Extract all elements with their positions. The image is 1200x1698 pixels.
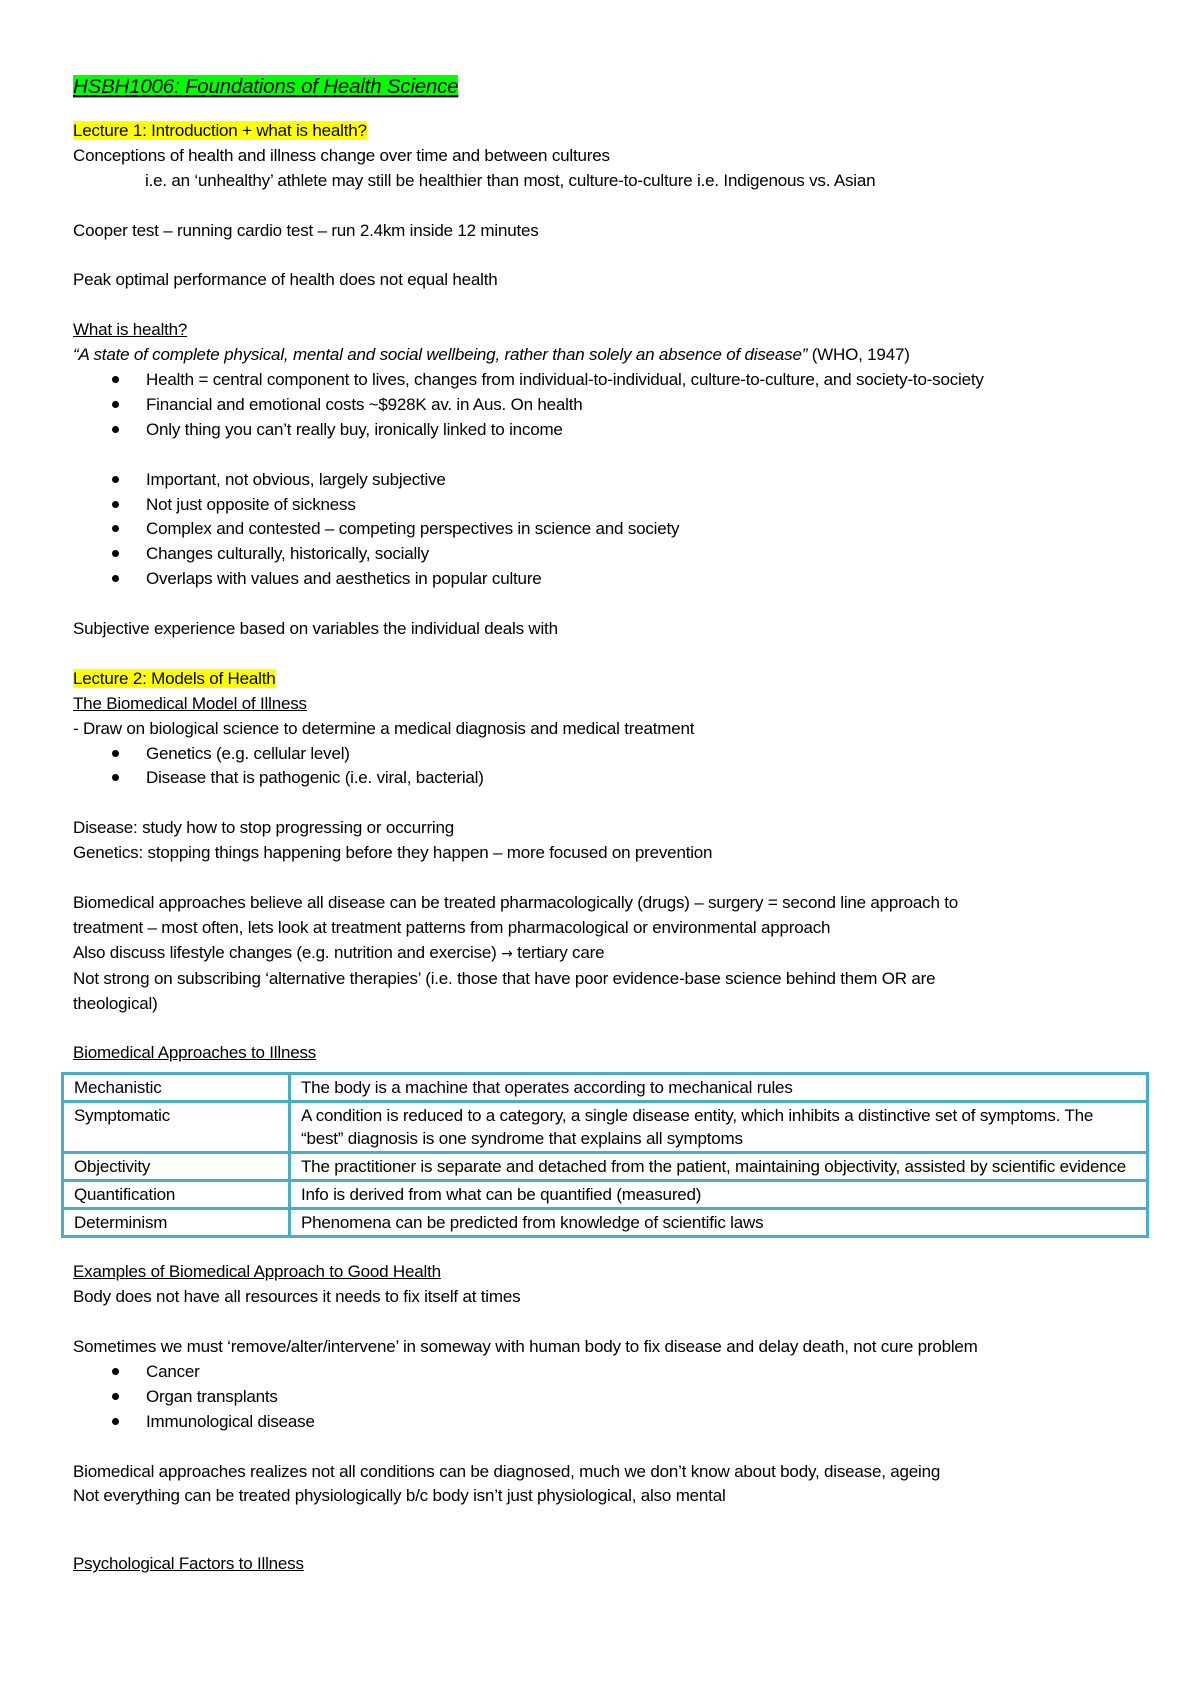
bullet-icon: [112, 401, 119, 408]
list-item: Disease that is pathogenic (i.e. viral, bacterial): [73, 766, 1133, 791]
text-line: Not strong on subscribing ‘alternative therapies’ (i.e. those that have poor evidence-base science behind them OR are: [73, 968, 936, 988]
bullet-icon: [112, 476, 119, 483]
text-line: - Draw on biological science to determine a medical diagnosis and medical treatment: [73, 718, 695, 738]
bullet-icon: [112, 376, 119, 383]
text-line: Biomedical approaches realizes not all conditions can be diagnosed, much we don’t know about body, disease, ageing: [73, 1461, 941, 1481]
bullet-icon: [112, 774, 119, 781]
table-cell-term: Objectivity: [63, 1153, 290, 1181]
bullet-icon: [112, 501, 119, 508]
table-cell-definition: Phenomena can be predicted from knowledge of scientific laws: [290, 1209, 1148, 1237]
psych-factors-heading: Psychological Factors to Illness: [73, 1554, 304, 1574]
text-line: Subjective experience based on variables the individual deals with: [73, 619, 558, 639]
text-line: Not everything can be treated physiologically b/c body isn’t just physiological, also mental: [73, 1486, 726, 1506]
list-item: Only thing you can’t really buy, ironically linked to income: [73, 418, 1133, 443]
who-quote: “A state of complete physical, mental and social wellbeing, rather than solely an absence of disease”: [73, 345, 808, 365]
cooper-test-line: Cooper test – running cardio test – run 2.4km inside 12 minutes: [73, 220, 539, 240]
arrow-right-icon: →: [501, 945, 513, 962]
text-line: Biomedical approaches believe all disease can be treated pharmacologically (drugs) – surgery = second line approach to: [73, 892, 959, 912]
biomedical-approaches-table: [61, 1072, 1149, 1238]
table-cell-term: Determinism: [63, 1209, 290, 1237]
list-item: Health = central component to lives, changes from individual-to-individual, culture-to-culture, and society-to-society: [73, 368, 1133, 393]
list-item: Genetics (e.g. cellular level): [73, 742, 1133, 767]
list-item: Changes culturally, historically, socially: [73, 542, 1133, 567]
text-line: Body does not have all resources it needs to fix itself at times: [73, 1287, 521, 1307]
bullet-icon: [112, 1418, 119, 1425]
who-quote-line: [73, 343, 1133, 368]
list-item: Complex and contested – competing perspectives in science and society: [73, 517, 1133, 542]
table-row: [63, 1181, 1148, 1209]
approaches-heading: Biomedical Approaches to Illness: [73, 1043, 317, 1063]
bullet-icon: [112, 750, 119, 757]
table-row: [63, 1074, 1148, 1102]
table-cell-term: Symptomatic: [63, 1102, 290, 1153]
bullet-icon: [112, 525, 119, 532]
table-row: [63, 1153, 1148, 1181]
examples-heading: Examples of Biomedical Approach to Good Health: [73, 1262, 441, 1282]
text-line: Genetics: stopping things happening before they happen – more focused on prevention: [73, 843, 713, 863]
table-cell-definition: A condition is reduced to a category, a single disease entity, which inhibits a distinctive set of symptoms. The “best” diagnosis is one syndrome that explains all symptoms: [290, 1102, 1148, 1153]
bullet-icon: [112, 1393, 119, 1400]
bullet-icon: [112, 426, 119, 433]
text-line: Sometimes we must ‘remove/alter/intervene’ in someway with human body to fix disease and delay death, not cure problem: [73, 1337, 978, 1356]
who-quote-source: (WHO, 1947): [807, 345, 910, 365]
list-item: Financial and emotional costs ~$928K av. in Aus. On health: [73, 393, 1133, 418]
list-item: Important, not obvious, largely subjective: [73, 468, 1133, 493]
bullet-icon: [112, 1368, 119, 1375]
document-title: HSBH1006: Foundations of Health Science: [73, 75, 459, 98]
lifestyle-line: Also discuss lifestyle changes (e.g. nutrition and exercise) → tertiary care: [73, 942, 605, 962]
list-item: Not just opposite of sickness: [73, 493, 1133, 518]
text-line: Peak optimal performance of health does not equal health: [73, 270, 498, 290]
table-row: [63, 1209, 1148, 1237]
what-is-health-heading: What is health?: [73, 320, 188, 340]
text-line: theological): [73, 993, 158, 1013]
list-item: Immunological disease: [73, 1410, 1133, 1435]
bullet-list: [73, 468, 1133, 593]
document-page: [73, 73, 1133, 1577]
bullet-list: [73, 742, 1133, 792]
text-line: Conceptions of health and illness change over time and between cultures: [73, 145, 610, 165]
lecture-1-heading: Lecture 1: Introduction + what is health?: [73, 121, 367, 140]
bullet-list: [73, 1360, 1133, 1435]
table-cell-definition: The body is a machine that operates according to mechanical rules: [290, 1074, 1148, 1102]
text-line: Disease: study how to stop progressing or occurring: [73, 818, 454, 838]
list-item: Overlaps with values and aesthetics in popular culture: [73, 567, 1133, 592]
table-cell-term: Mechanistic: [63, 1074, 290, 1102]
text-line: i.e. an ‘unhealthy’ athlete may still be healthier than most, culture-to-culture i.e. Indigenous vs. Asian: [145, 170, 876, 190]
text-line: treatment – most often, lets look at treatment patterns from pharmacological or environmental approach: [73, 917, 831, 937]
table-cell-term: Quantification: [63, 1181, 290, 1209]
table-cell-definition: Info is derived from what can be quantified (measured): [290, 1181, 1148, 1209]
table-row: [63, 1102, 1148, 1153]
bullet-icon: [112, 550, 119, 557]
biomedical-model-heading: The Biomedical Model of Illness: [73, 693, 307, 713]
bullet-list: [73, 368, 1133, 443]
list-item: Organ transplants: [73, 1385, 1133, 1410]
lecture-2-heading: Lecture 2: Models of Health: [73, 668, 276, 688]
bullet-icon: [112, 575, 119, 582]
list-item: Cancer: [73, 1360, 1133, 1385]
table-cell-definition: The practitioner is separate and detached from the patient, maintaining objectivity, assisted by scientific evidence: [290, 1153, 1148, 1181]
